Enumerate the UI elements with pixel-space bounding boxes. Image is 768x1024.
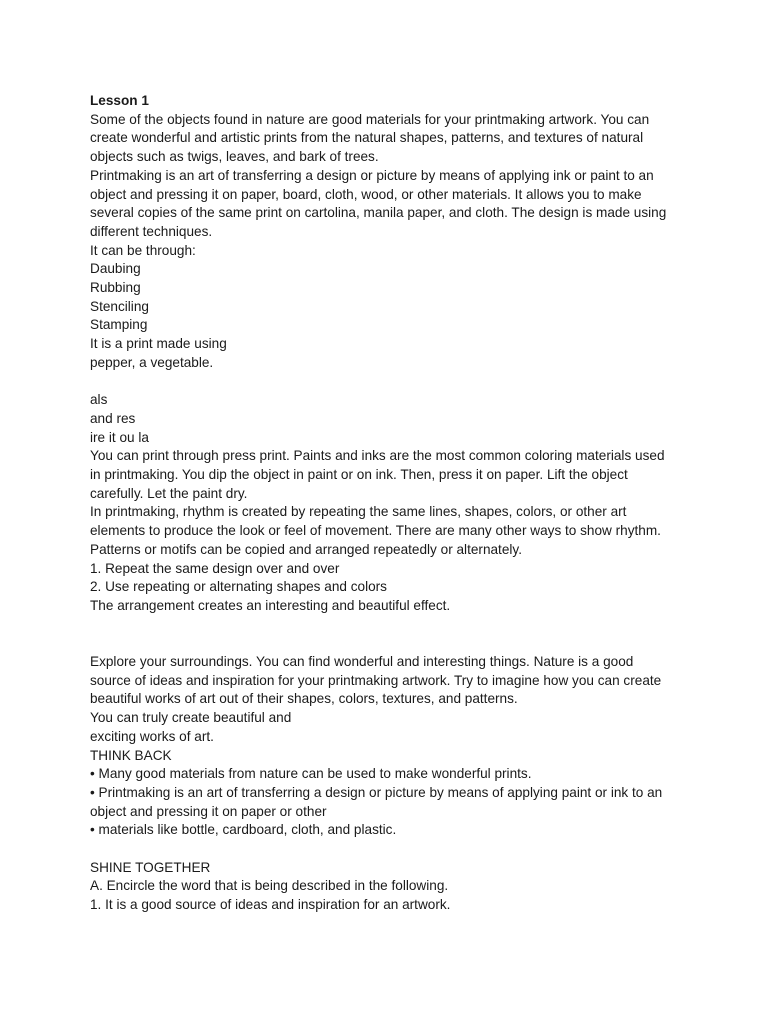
text-line: You can print through press print. Paints and inks are the most common coloring materials used — [90, 448, 665, 464]
text-line: Printmaking is an art of transferring a design or picture by means of applying ink or paint to an — [90, 167, 654, 183]
text-line: Daubing — [90, 261, 141, 277]
document-page — [90, 92, 690, 915]
text-line: • Many good materials from nature can be used to make wonderful prints. — [90, 766, 532, 782]
text-line: create wonderful and artistic prints from the natural shapes, patterns, and textures of natural — [90, 130, 644, 146]
text-line: ire it ou la — [90, 429, 149, 445]
text-line: 1. Repeat the same design over and over — [90, 560, 340, 576]
lesson-title: Lesson 1 — [90, 93, 149, 108]
text-line: In printmaking, rhythm is created by repeating the same lines, shapes, colors, or other art — [90, 504, 627, 520]
text-line: It is a print made using — [90, 336, 227, 352]
text-line: different techniques. — [90, 223, 213, 239]
text-line: source of ideas and inspiration for your printmaking artwork. Try to imagine how you can create — [90, 672, 662, 688]
text-line: Explore your surroundings. You can find wonderful and interesting things. Nature is a good — [90, 654, 634, 670]
text-line: It can be through: — [90, 242, 196, 258]
blank-line — [90, 634, 690, 653]
text-line: pepper, a vegetable. — [90, 354, 214, 370]
text-line: beautiful works of art out of their shapes, colors, textures, and patterns. — [90, 691, 518, 707]
text-line: Patterns or motifs can be copied and arranged repeatedly or alternately. — [90, 541, 522, 557]
text-line: Rubbing — [90, 280, 141, 296]
text-line: objects such as twigs, leaves, and bark of trees. — [90, 149, 379, 165]
text-line: You can truly create beautiful and — [90, 710, 292, 726]
text-line: Stenciling — [90, 298, 149, 314]
text-line: The arrangement creates an interesting and beautiful effect. — [90, 597, 451, 613]
text-line: 2. Use repeating or alternating shapes and colors — [90, 579, 387, 595]
text-line: carefully. Let the paint dry. — [90, 485, 248, 501]
blank-line — [90, 373, 690, 392]
blank-line — [90, 840, 690, 859]
text-line: and res — [90, 410, 136, 426]
text-line: THINK BACK — [90, 747, 172, 763]
text-line: several copies of the same print on cartolina, manila paper, and cloth. The design is made using — [90, 205, 667, 221]
text-line: A. Encircle the word that is being described in the following. — [90, 878, 449, 894]
text-line: exciting works of art. — [90, 728, 214, 744]
text-line: • Printmaking is an art of transferring a design or picture by means of applying paint or ink to an — [90, 784, 663, 800]
text-line: Some of the objects found in nature are good materials for your printmaking artwork. You can — [90, 111, 650, 127]
blank-line — [90, 616, 690, 635]
text-line: • materials like bottle, cardboard, cloth, and plastic. — [90, 822, 397, 838]
text-line: in printmaking. You dip the object in paint or on ink. Then, press it on paper. Lift the object — [90, 467, 628, 483]
text-line: elements to produce the look or feel of movement. There are many other ways to show rhythm. — [90, 523, 661, 539]
text-line: SHINE TOGETHER — [90, 859, 211, 875]
text-line: object and pressing it on paper or other — [90, 803, 327, 819]
text-line: 1. It is a good source of ideas and inspiration for an artwork. — [90, 897, 451, 913]
text-line: als — [90, 392, 108, 408]
document-body — [90, 111, 690, 915]
text-line: object and pressing it on paper, board, cloth, wood, or other materials. It allows you to make — [90, 186, 642, 202]
text-line: Stamping — [90, 317, 148, 333]
